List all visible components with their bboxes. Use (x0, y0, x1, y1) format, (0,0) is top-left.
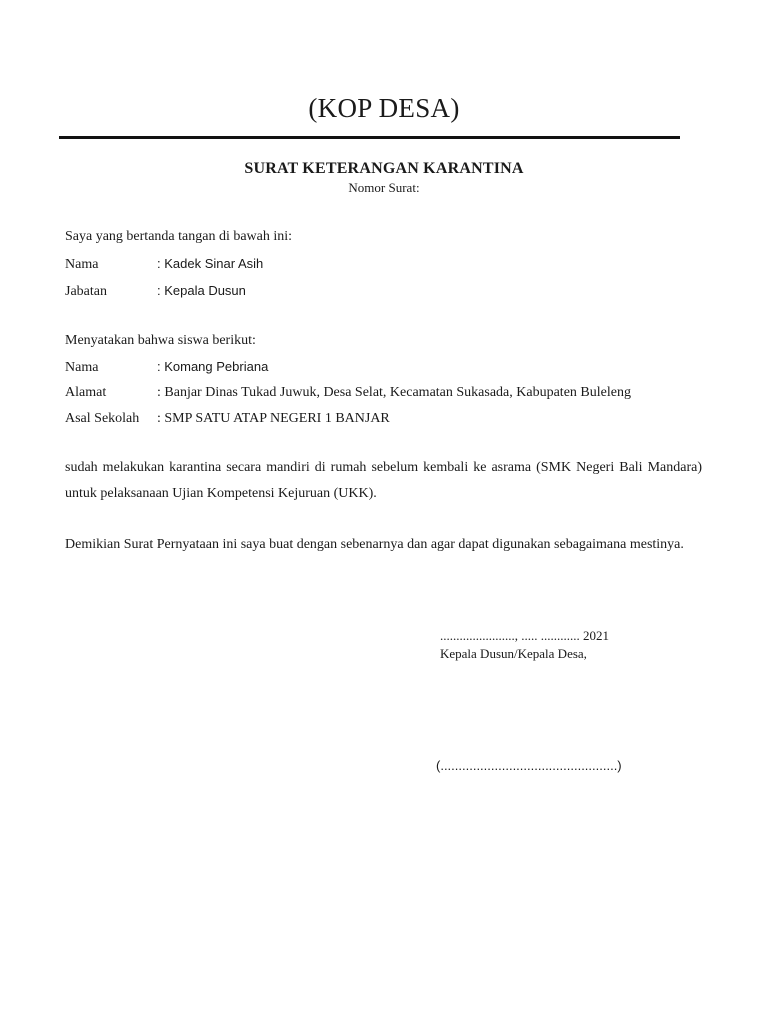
student-name-row (65, 359, 268, 376)
document-title: SURAT KETERANGAN KARANTINA (244, 160, 524, 177)
letterhead-divider (59, 136, 680, 139)
document-number: Nomor Surat: (348, 180, 420, 195)
student-address-label: Alamat (65, 385, 107, 400)
student-school-label: Asal Sekolah (65, 411, 140, 426)
place-date-line: ......................., ..... ............ 2021 (440, 628, 609, 643)
signer-position-value: : Kepala Dusun (157, 283, 246, 298)
signer-position-label: Jabatan (65, 284, 107, 299)
signer-position-row (65, 283, 246, 300)
student-name-value: : Komang Pebriana (157, 359, 269, 374)
student-name-label: Nama (65, 360, 99, 375)
signer-title: Kepala Dusun/Kepala Desa, (440, 646, 587, 661)
student-intro: Menyatakan bahwa siswa berikut: (65, 333, 256, 348)
signer-name-label: Nama (65, 257, 99, 272)
student-address-row (65, 385, 631, 401)
statement-paragraph: sudah melakukan karantina secara mandiri di rumah sebelum kembali ke asrama (SMK Negeri Bali Mandara) untuk pelaksanaan Ujian Kompetensi Kejuruan (UKK). (65, 460, 702, 501)
student-school-value: : SMP SATU ATAP NEGERI 1 BANJAR (157, 411, 390, 426)
signature-name-placeholder: (.................................................) (436, 758, 622, 773)
student-address-value: : Banjar Dinas Tukad Juwuk, Desa Selat, Kecamatan Sukasada, Kabupaten Buleleng (157, 385, 631, 400)
signer-name-value: : Kadek Sinar Asih (157, 256, 264, 271)
signer-intro: Saya yang bertanda tangan di bawah ini: (65, 229, 293, 244)
closing-paragraph: Demikian Surat Pernyataan ini saya buat dengan sebenarnya dan agar dapat digunakan sebagaimana mestinya. (65, 537, 684, 552)
letterhead-kop: (KOP DESA) (308, 93, 460, 123)
student-school-row (65, 411, 390, 427)
signer-name-row (65, 256, 263, 273)
